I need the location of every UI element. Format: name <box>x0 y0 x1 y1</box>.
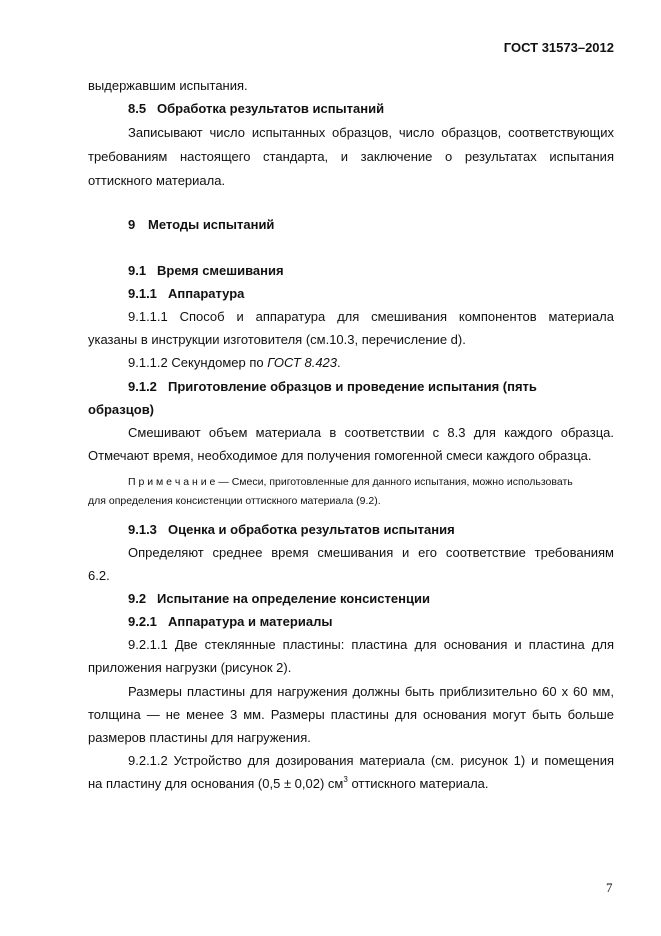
section-number: 9.1.1 <box>128 286 157 301</box>
paragraph-line-stopwatch <box>128 354 614 371</box>
paragraph-line: 9.2.1.2 Устройство для дозирования материала (см. рисунок 1) и помещения <box>128 753 614 768</box>
paragraph-line: 9.2.1.1 Две стеклянные пластины: пластина для основания и пластина для <box>128 637 614 652</box>
note-text: — Смеси, приготовленные для данного испытания, можно использовать <box>215 476 573 488</box>
section-heading-9-1-3 <box>128 521 614 538</box>
paragraph-line: Смешивают объем материала в соответствии с 8.3 для каждого образца. <box>128 425 614 440</box>
section-number: 9.1.2 <box>128 379 157 394</box>
section-heading-8-5 <box>128 100 614 117</box>
section-number: 8.5 <box>128 101 147 116</box>
section-heading-9-2 <box>128 590 614 607</box>
section-heading-9-1-1 <box>128 285 614 302</box>
paragraph-line-dose <box>88 775 614 792</box>
paragraph-text: на пластину для основания (0,5 ± 0,02) см <box>88 776 344 791</box>
paragraph-text: 9.1.1.2 Секундомер по <box>128 355 268 370</box>
section-title: Аппаратура <box>168 286 245 301</box>
section-number: 9.2 <box>128 591 147 606</box>
paragraph-text: оттискного материала. <box>347 776 489 791</box>
section-title: Время смешивания <box>157 263 284 278</box>
note-label: П р и м е ч а н и е <box>128 476 216 488</box>
superscript: 3 <box>343 775 348 784</box>
section-title: Приготовление образцов и проведение испытания (пять <box>168 379 537 394</box>
paragraph-line: требованиям настоящего стандарта, и заключение о результатах испытания <box>88 149 614 164</box>
section-heading-9 <box>128 216 614 233</box>
note-line: для определения консистенции оттискного материала (9.2). <box>88 495 381 507</box>
paragraph-line: Отмечают время, необходимое для получения гомогенной смеси каждого образца. <box>88 448 592 463</box>
section-title-continuation: образцов) <box>88 402 155 417</box>
section-number: 9 <box>128 217 136 232</box>
section-heading-9-1-2 <box>128 378 614 395</box>
section-number: 9.2.1 <box>128 614 157 629</box>
paragraph-line: толщина — не менее 3 мм. Размеры пластины для основания могут быть больше <box>88 707 614 722</box>
section-heading-9-1 <box>128 262 614 279</box>
page-number: 7 <box>606 880 613 895</box>
section-title: Оценка и обработка результатов испытания <box>168 522 455 537</box>
standard-header: ГОСТ 31573–2012 <box>503 40 614 55</box>
paragraph-line: Определяют среднее время смешивания и его соответствие требованиям <box>128 545 614 560</box>
paragraph-line: размеров пластины для нагружения. <box>88 730 311 745</box>
section-number: 9.1 <box>128 263 147 278</box>
section-title: Испытание на определение консистенции <box>157 591 430 606</box>
section-number: 9.1.3 <box>128 522 157 537</box>
paragraph-line: Размеры пластины для нагружения должны быть приблизительно 60 x 60 мм, <box>128 684 614 699</box>
paragraph-line: приложения нагрузки (рисунок 2). <box>88 660 292 675</box>
section-title: Аппаратура и материалы <box>168 614 333 629</box>
paragraph-line: Записывают число испытанных образцов, число образцов, соответствующих <box>128 125 614 140</box>
paragraph-line: указаны в инструкции изготовителя (см.10.3, перечисление d). <box>88 332 466 347</box>
section-title: Методы испытаний <box>148 217 275 232</box>
paragraph-line: 6.2. <box>88 568 110 583</box>
paragraph-line: 9.1.1.1 Способ и аппаратура для смешивания компонентов материала <box>128 309 614 324</box>
section-heading-9-2-1 <box>128 613 614 630</box>
note-line <box>128 475 614 489</box>
paragraph-line: оттискного материала. <box>88 173 226 188</box>
paragraph-line: выдержавшим испытания. <box>88 78 248 93</box>
paragraph-text: . <box>337 355 341 370</box>
standard-reference: ГОСТ 8.423 <box>267 355 338 370</box>
section-title: Обработка результатов испытаний <box>157 101 385 116</box>
